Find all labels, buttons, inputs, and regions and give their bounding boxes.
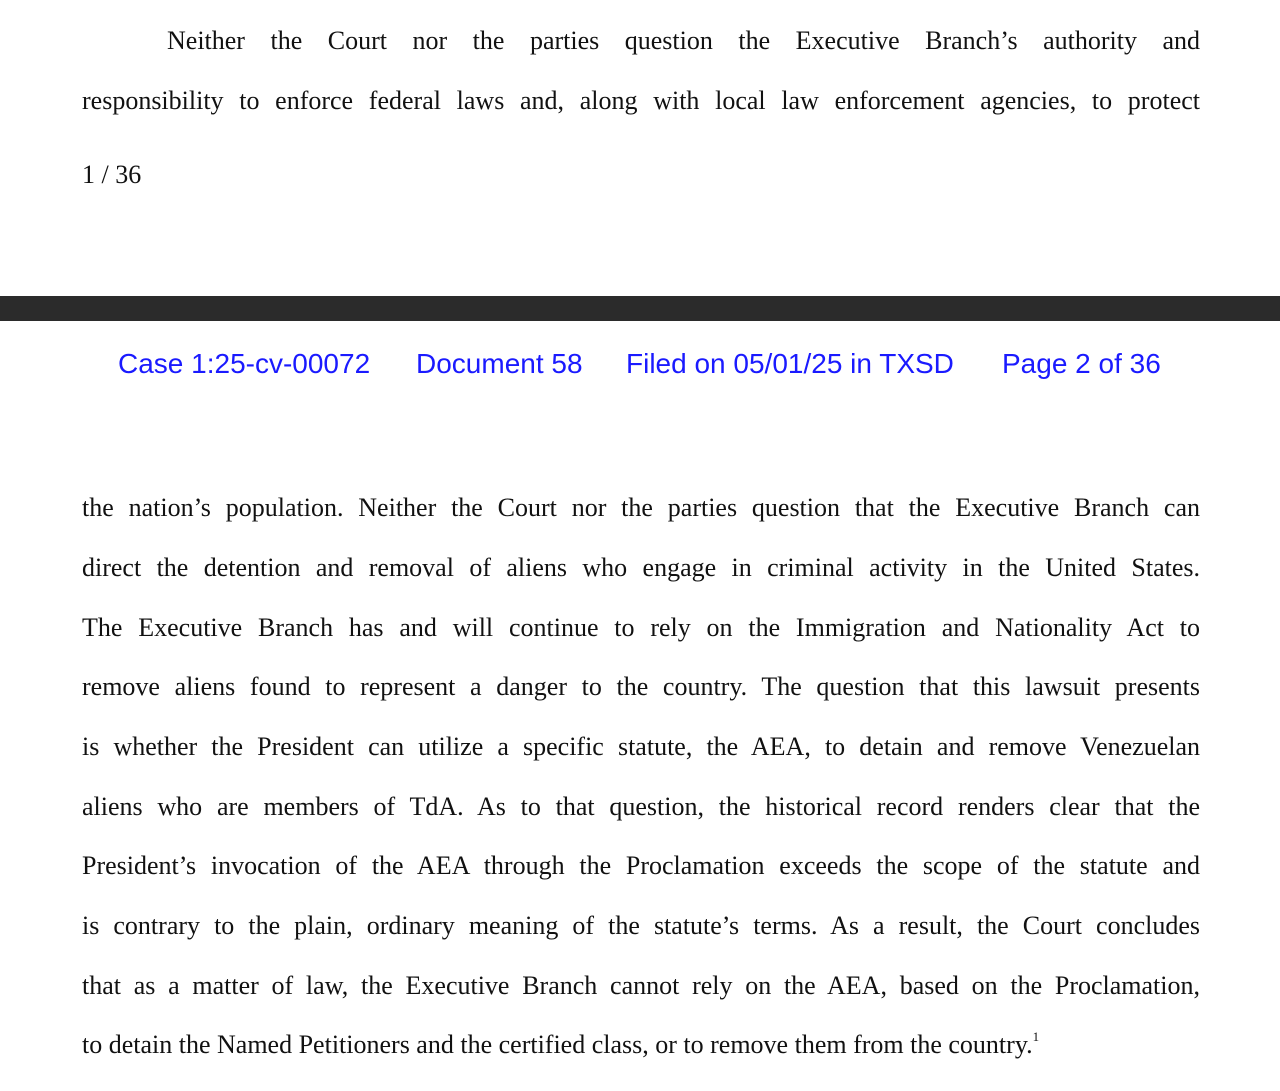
body-text-line: direct the detention and removal of aliens who engage in criminal activity in the United States. bbox=[82, 553, 1200, 582]
page-number: 1 / 36 bbox=[82, 160, 142, 189]
body-text-line: to detain the Named Petitioners and the certified class, or to remove them from the country. bbox=[82, 1030, 1033, 1059]
body-text-line: Neither the Court nor the parties question the Executive Branch’s authority and bbox=[167, 26, 1200, 55]
body-text-line: President’s invocation of the AEA through the Proclamation exceeds the scope of the statute and bbox=[82, 851, 1200, 880]
body-text-line-last bbox=[82, 1030, 1200, 1060]
body-text-line: that as a matter of law, the Executive Branch cannot rely on the AEA, based on the Proclamation, bbox=[82, 971, 1200, 1000]
page-indicator: Page 2 of 36 bbox=[1002, 348, 1161, 379]
body-text-line: the nation’s population. Neither the Court nor the parties question that the Executive Branch can bbox=[82, 493, 1200, 522]
document-number: Document 58 bbox=[416, 348, 583, 379]
body-text-line: responsibility to enforce federal laws and, along with local law enforcement agencies, to protect bbox=[82, 86, 1200, 115]
case-number: Case 1:25-cv-00072 bbox=[118, 348, 371, 379]
body-text-line: is contrary to the plain, ordinary meaning of the statute’s terms. As a result, the Court concludes bbox=[82, 911, 1200, 940]
page-separator bbox=[0, 296, 1280, 321]
body-text-line: remove aliens found to represent a danger to the country. The question that this lawsuit presents bbox=[82, 672, 1200, 701]
footnote-marker[interactable]: 1 bbox=[1032, 1029, 1040, 1044]
body-text-line: The Executive Branch has and will continue to rely on the Immigration and Nationality Act to bbox=[82, 613, 1200, 642]
body-text-line: aliens who are members of TdA. As to that question, the historical record renders clear that the bbox=[82, 792, 1200, 821]
filed-date: Filed on 05/01/25 in TXSD bbox=[626, 348, 954, 379]
body-text-line: is whether the President can utilize a specific statute, the AEA, to detain and remove Venezuelan bbox=[82, 732, 1200, 761]
